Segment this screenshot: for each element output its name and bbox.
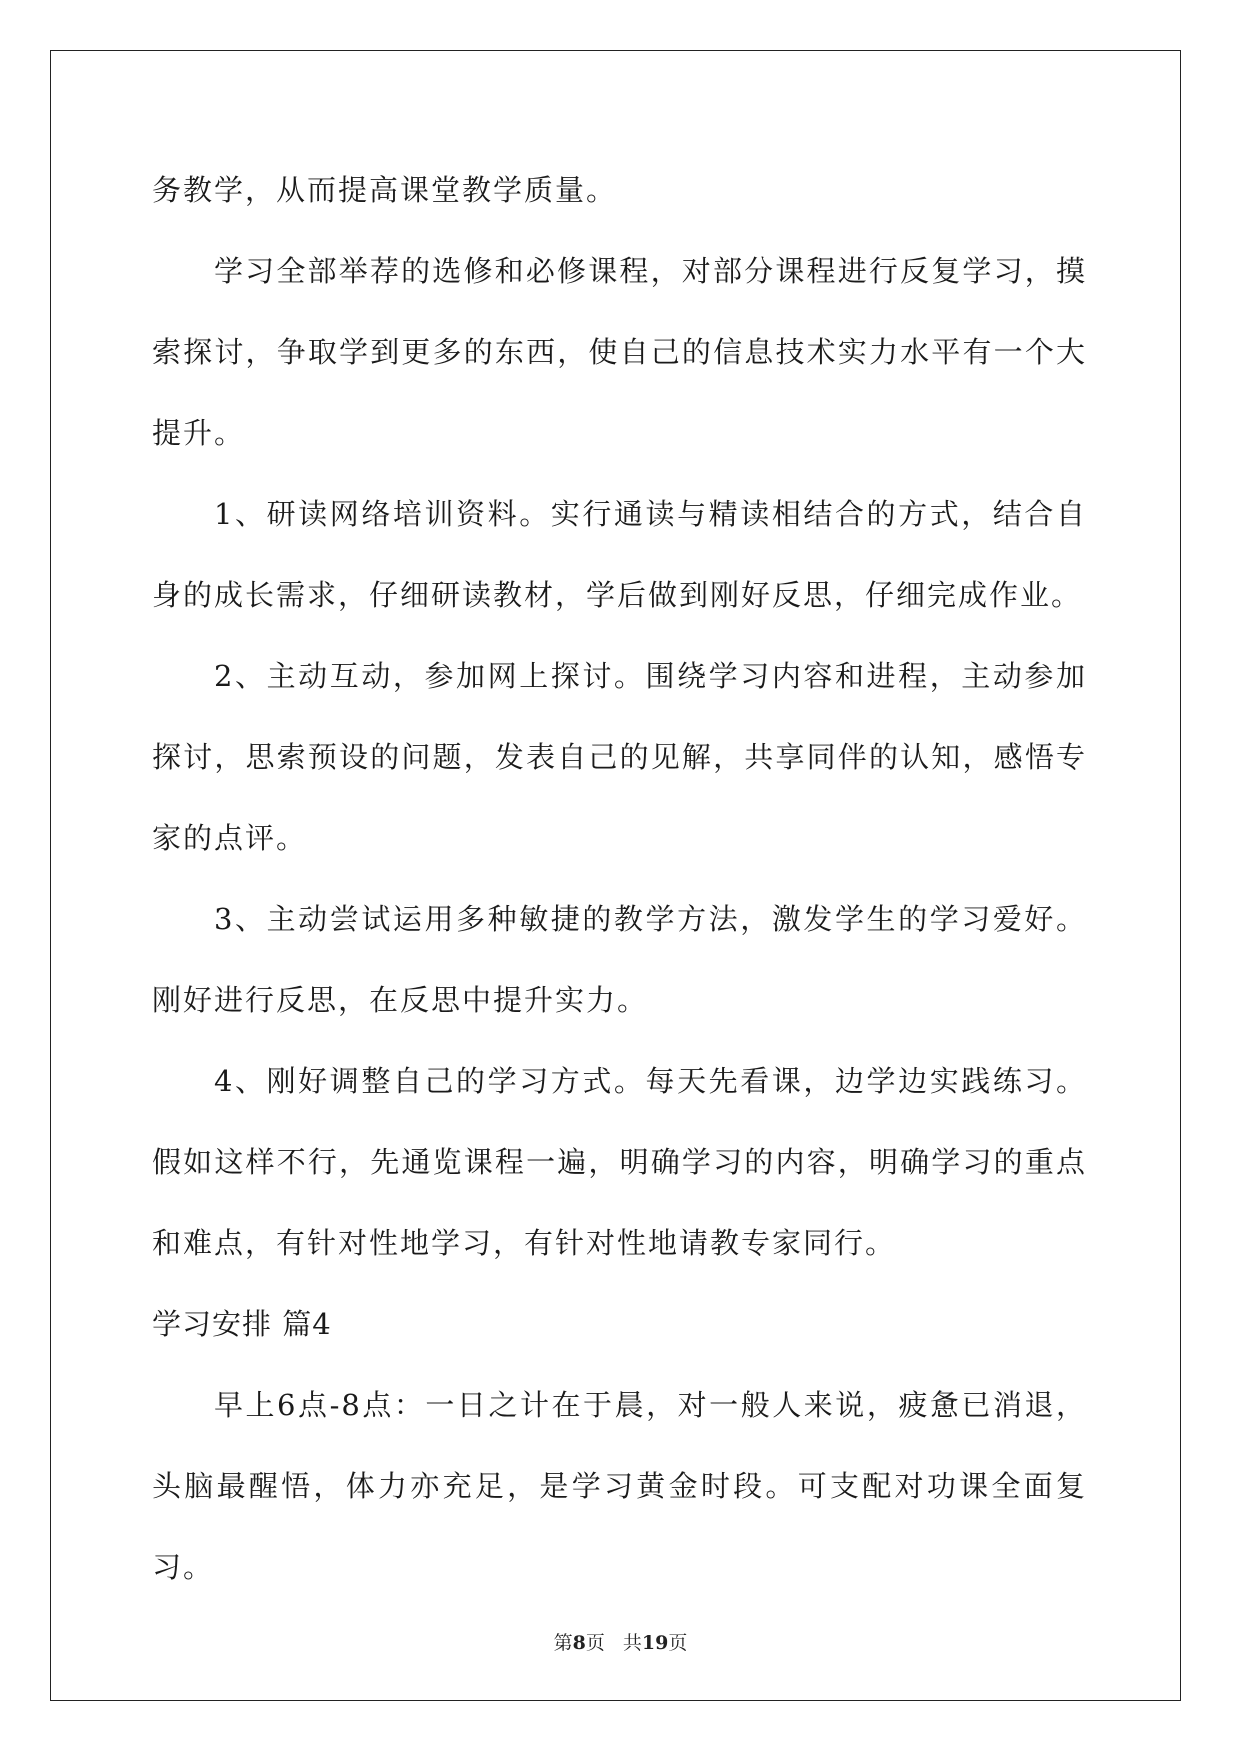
paragraph-1: 务教学，从而提高课堂教学质量。	[152, 173, 618, 207]
footer-total-suffix: 页	[668, 1632, 688, 1654]
footer-page-number: 8	[572, 1632, 586, 1654]
footer-total-prefix: 共	[622, 1632, 642, 1654]
paragraph-7: 早上6点-8点：一日之计在于晨，对一般人来说，疲惫已消退，头脑最醒悟，体力亦充足，是学习黄金时段。可支配对功课全面复习。	[152, 1388, 1087, 1584]
paragraph-6: 4、刚好调整自己的学习方式。每天先看课，边学边实践练习。假如这样不行，先通览课程一遍，明确学习的内容，明确学习的重点和难点，有针对性地学习，有针对性地请教专家同行。	[152, 1064, 1087, 1260]
footer-page-suffix: 页	[585, 1632, 605, 1654]
footer-total-pages: 19	[641, 1632, 669, 1654]
paragraph-4: 2、主动互动，参加网上探讨。围绕学习内容和进程，主动参加探讨，思索预设的问题，发表自己的见解，共享同伴的认知，感悟专家的点评。	[152, 659, 1087, 855]
page-footer	[0, 1628, 1241, 1655]
section-heading: 学习安排 篇4	[152, 1307, 332, 1341]
paragraph-3: 1、研读网络培训资料。实行通读与精读相结合的方式，结合自身的成长需求，仔细研读教材，学后做到刚好反思，仔细完成作业。	[152, 497, 1087, 612]
paragraph-2: 学习全部举荐的选修和必修课程，对部分课程进行反复学习，摸索探讨，争取学到更多的东西，使自己的信息技术实力水平有一个大提升。	[152, 254, 1087, 450]
footer-prefix: 第	[553, 1632, 573, 1654]
paragraph-5: 3、主动尝试运用多种敏捷的教学方法，激发学生的学习爱好。刚好进行反思，在反思中提升实力。	[152, 902, 1087, 1017]
document-body	[152, 150, 1087, 1608]
